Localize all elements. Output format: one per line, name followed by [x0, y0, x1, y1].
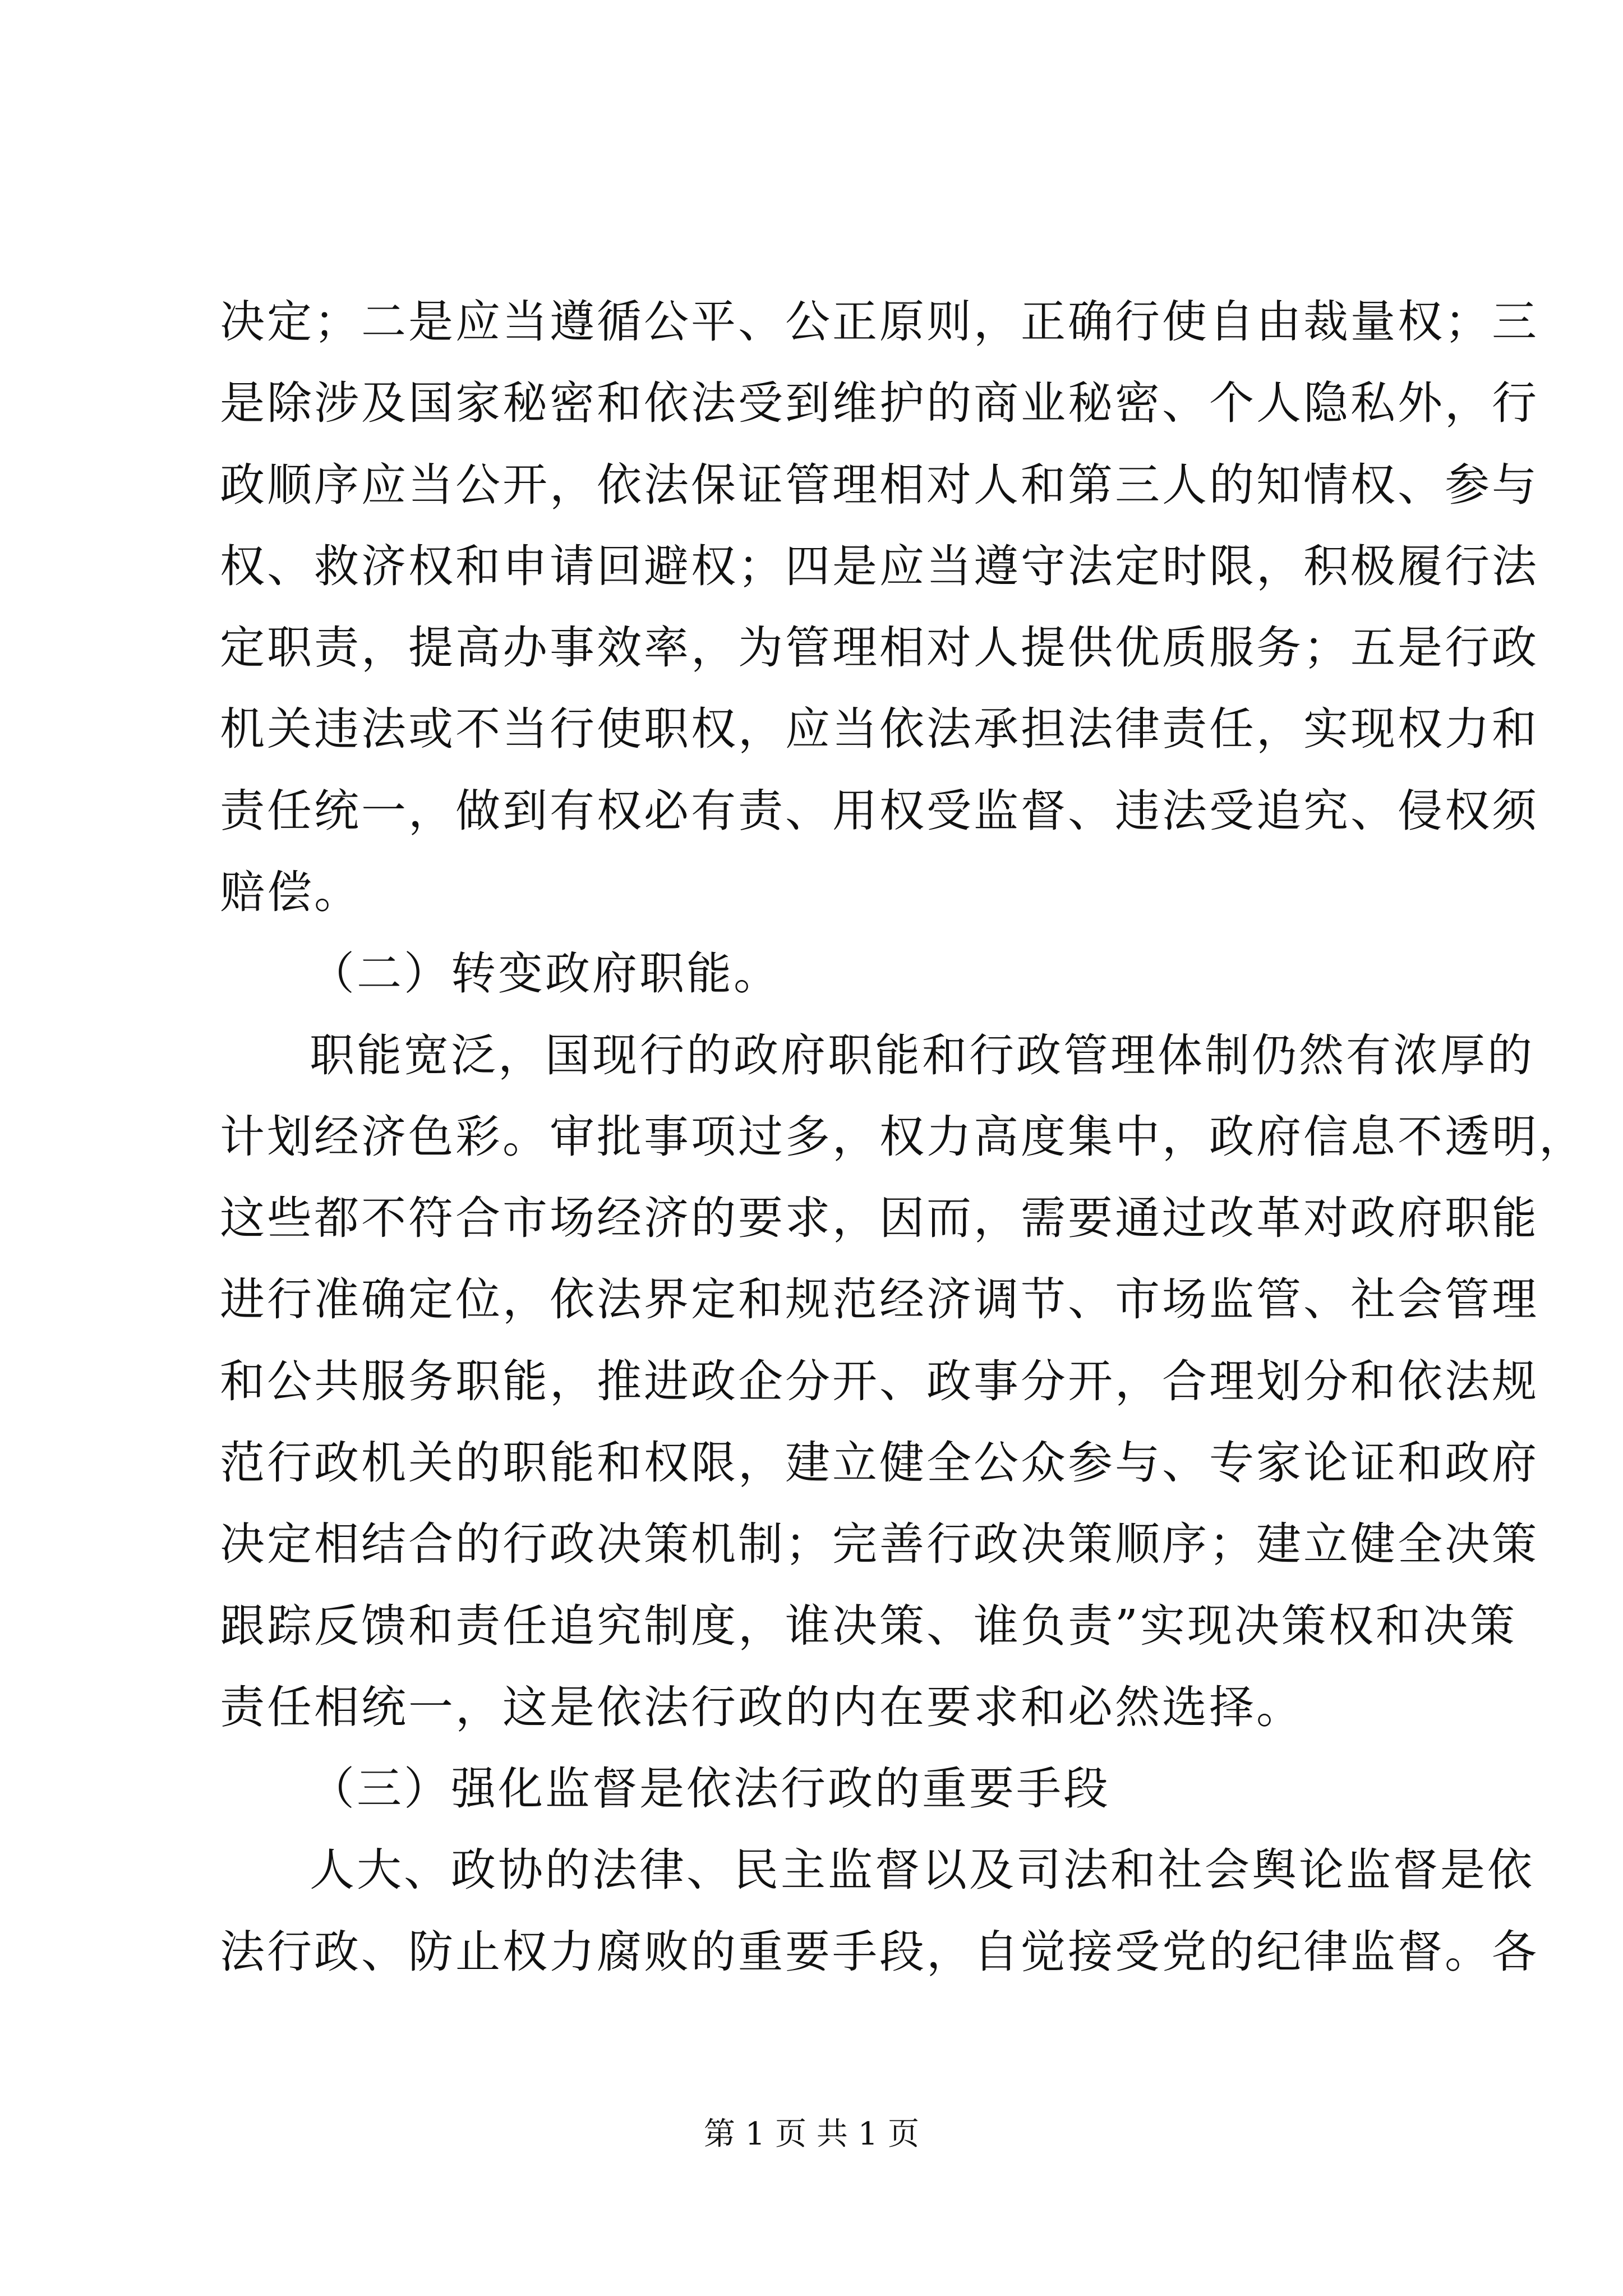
- section-heading: （三）强化监督是依法行政的重要手段: [310, 1763, 1110, 1815]
- page-footer: 第 1 页 共 1 页: [703, 2116, 920, 2152]
- paragraph-first-line: 职能宽泛，国现行的政府职能和行政管理体制仍然有浓厚的: [310, 1029, 1534, 1082]
- paragraph-first-line: 人大、政协的法律、民主监督以及司法和社会舆论监督是依: [310, 1844, 1534, 1896]
- text-line: 这些都不符合市场经济的要求，因而，需要通过改革对政府职能: [220, 1192, 1539, 1244]
- text-line: 法行政、防止权力腐败的重要手段，自觉接受党的纪律监督。各: [220, 1926, 1539, 1978]
- text-line: 决定；二是应当遵循公平、公正原则，正确行使自由裁量权；三: [220, 296, 1539, 348]
- section-heading: （二）转变政府职能。: [310, 947, 781, 1000]
- text-line: 权、救济权和申请回避权；四是应当遵守法定时限，积极履行法: [220, 540, 1539, 592]
- text-line: 定职责，提高办事效率，为管理相对人提供优质服务；五是行政: [220, 622, 1539, 674]
- text-line: 机关违法或不当行使职权，应当依法承担法律责任，实现权力和: [220, 703, 1539, 755]
- text-line: 跟踪反馈和责任追究制度，谁决策、谁负责”实现决策权和决策: [220, 1600, 1517, 1652]
- text-line: 赔偿。: [220, 866, 361, 918]
- text-line: 计划经济色彩。审批事项过多，权力高度集中，政府信息不透明，: [220, 1111, 1586, 1163]
- text-line: 决定相结合的行政决策机制；完善行政决策顺序；建立健全决策: [220, 1518, 1539, 1570]
- text-line: 责任统一，做到有权必有责、用权受监督、违法受追究、侵权须: [220, 785, 1539, 837]
- text-line: 责任相统一，这是依法行政的内在要求和必然选择。: [220, 1681, 1303, 1733]
- text-line: 是除涉及国家秘密和依法受到维护的商业秘密、个人隐私外，行: [220, 377, 1539, 429]
- text-line: 进行准确定位，依法界定和规范经济调节、市场监管、社会管理: [220, 1273, 1539, 1326]
- text-line: 范行政机关的职能和权限，建立健全公众参与、专家论证和政府: [220, 1437, 1539, 1489]
- text-line: 政顺序应当公开，依法保证管理相对人和第三人的知情权、参与: [220, 459, 1539, 511]
- text-line: 和公共服务职能，推进政企分开、政事分开，合理划分和依法规: [220, 1355, 1539, 1407]
